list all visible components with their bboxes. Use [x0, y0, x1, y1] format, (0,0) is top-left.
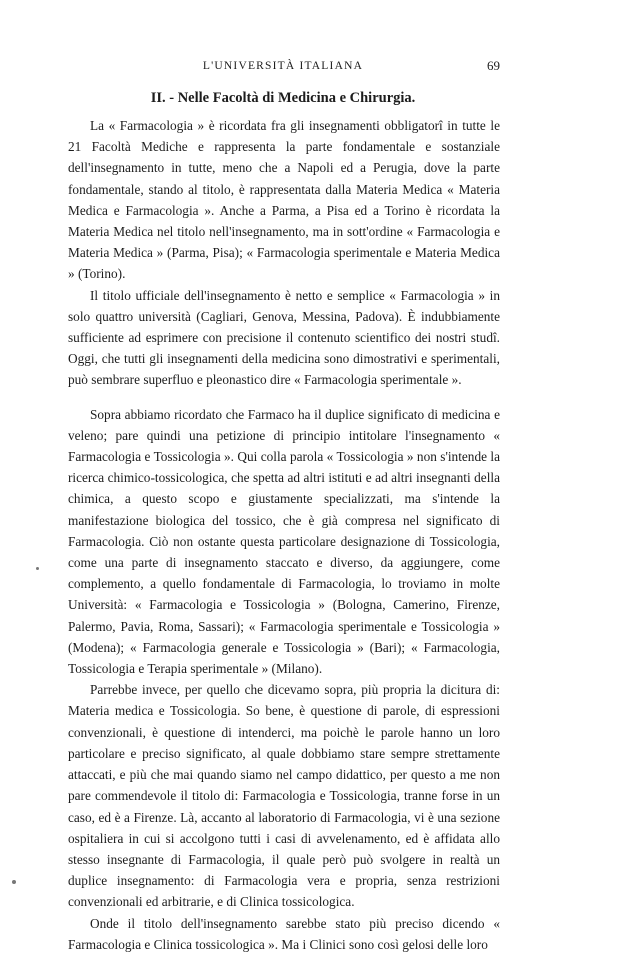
paragraph: Onde il titolo dell'insegnamento sarebbe stato più preciso dicendo « Farmacologia e Clinica tossicologica ». Ma i Clinici sono così gelosi delle loro — [68, 915, 500, 952]
paragraph: Il titolo ufficiale dell'insegnamento è netto e semplice « Farmacologia » in solo quattro università (Cagliari, Genova, Messina, Padova). È indubbiamente sufficiente ad esprimere con precisione il contenuto scientifico dei nostri studî. Oggi, che tutti gli insegnamenti della medicina sono dimostrativi e sperimentali, può sembrare superfluo e pleonastico dire « Farmacologia sperimentale ». — [68, 287, 500, 388]
paragraph: Parrebbe invece, per quello che dicevamo sopra, più propria la dicitura di: Materia medica e Tossicologia. So bene, è questione di parole, di espressioni convenzionali, è questione di intenderci, ma poichè le parole hanno un loro particolare e preciso significato, al quale dobbiamo stare sempre strettamente attaccati, e più che mai quando siamo nel campo didattico, per questo a me non pare commendevole il titolo di: Farmacologia e Tossicologia, tranne forse in un caso, ed è a Firenze. Là, accanto al laboratorio di Farmacologia, vi è una sezione ospitaliera in cui si accolgono tutti i casi di avvelenamento, ed è affidata allo stesso insegnante di Farmacologia, il quale però può svolgere in realtà un duplice insegnamento: di Farmacologia vera e propria, senza restrizioni convenzionali ed arbitrarie, e di Clinica tossicologica. — [68, 682, 500, 910]
scan-speck — [12, 880, 16, 884]
page-number: 69 — [487, 58, 500, 73]
running-head: L'UNIVERSITÀ ITALIANA — [202, 60, 364, 72]
paragraph: Sopra abbiamo ricordato che Farmaco ha il duplice significato di medicina e veleno; pare quindi una petizione di principio intitolare l'insegnamento « Farmacologia e Tossicologia ». Qui colla parola « Tossicologia » non s'intende la ricerca chimico-tossicologica, che spetta ad altri istituti e ad altri insegnanti della chimica, a questo scopo e giustamente specializzati, ma s'intende la manifestazione biologica del tossico, che è già compresa nel significato di Farmacologia. Ciò non ostante questa particolare designazione di Tossicologia, come una parte di insegnamento staccato e diverso, da aggiungere, come complemento, a quello fondamentale di Farmacologia, lo troviamo in molte Università: « Farmacologia e Tossicologia » (Bologna, Camerino, Firenze, Palermo, Pavia, Roma, Sassari); « Farmacologia sperimentale e Tossicologia » (Modena); « Farmacologia generale e Tossicologia » (Bari); « Farmacologia, Tossicologia e Terapia sperimentale » (Milano). — [68, 406, 500, 677]
paragraph: La « Farmacologia » è ricordata fra gli insegnamenti obbligatorî in tutte le 21 Facoltà Mediche e rappresenta la parte fondamentale e sostanziale dell'insegnamento in tutte, meno che a Napoli ed a Perugia, dove la parte fondamentale, stando al titolo, è rappresentata dalla Materia Medica « Materia Medica e Farmacologia ». Anche a Parma, a Pisa ed a Torino è ricordata la Materia Medica nel titolo nell'insegnamento, ma in sott'ordine « Farmacologia e Materia Medica » (Parma, Pisa); « Farmacologia sperimentale e Materia Medica » (Torino). — [68, 118, 500, 282]
body-text — [68, 115, 500, 955]
section-title: II. - Nelle Facoltà di Medicina e Chirurgia. — [150, 90, 416, 106]
scan-speck — [36, 567, 39, 570]
